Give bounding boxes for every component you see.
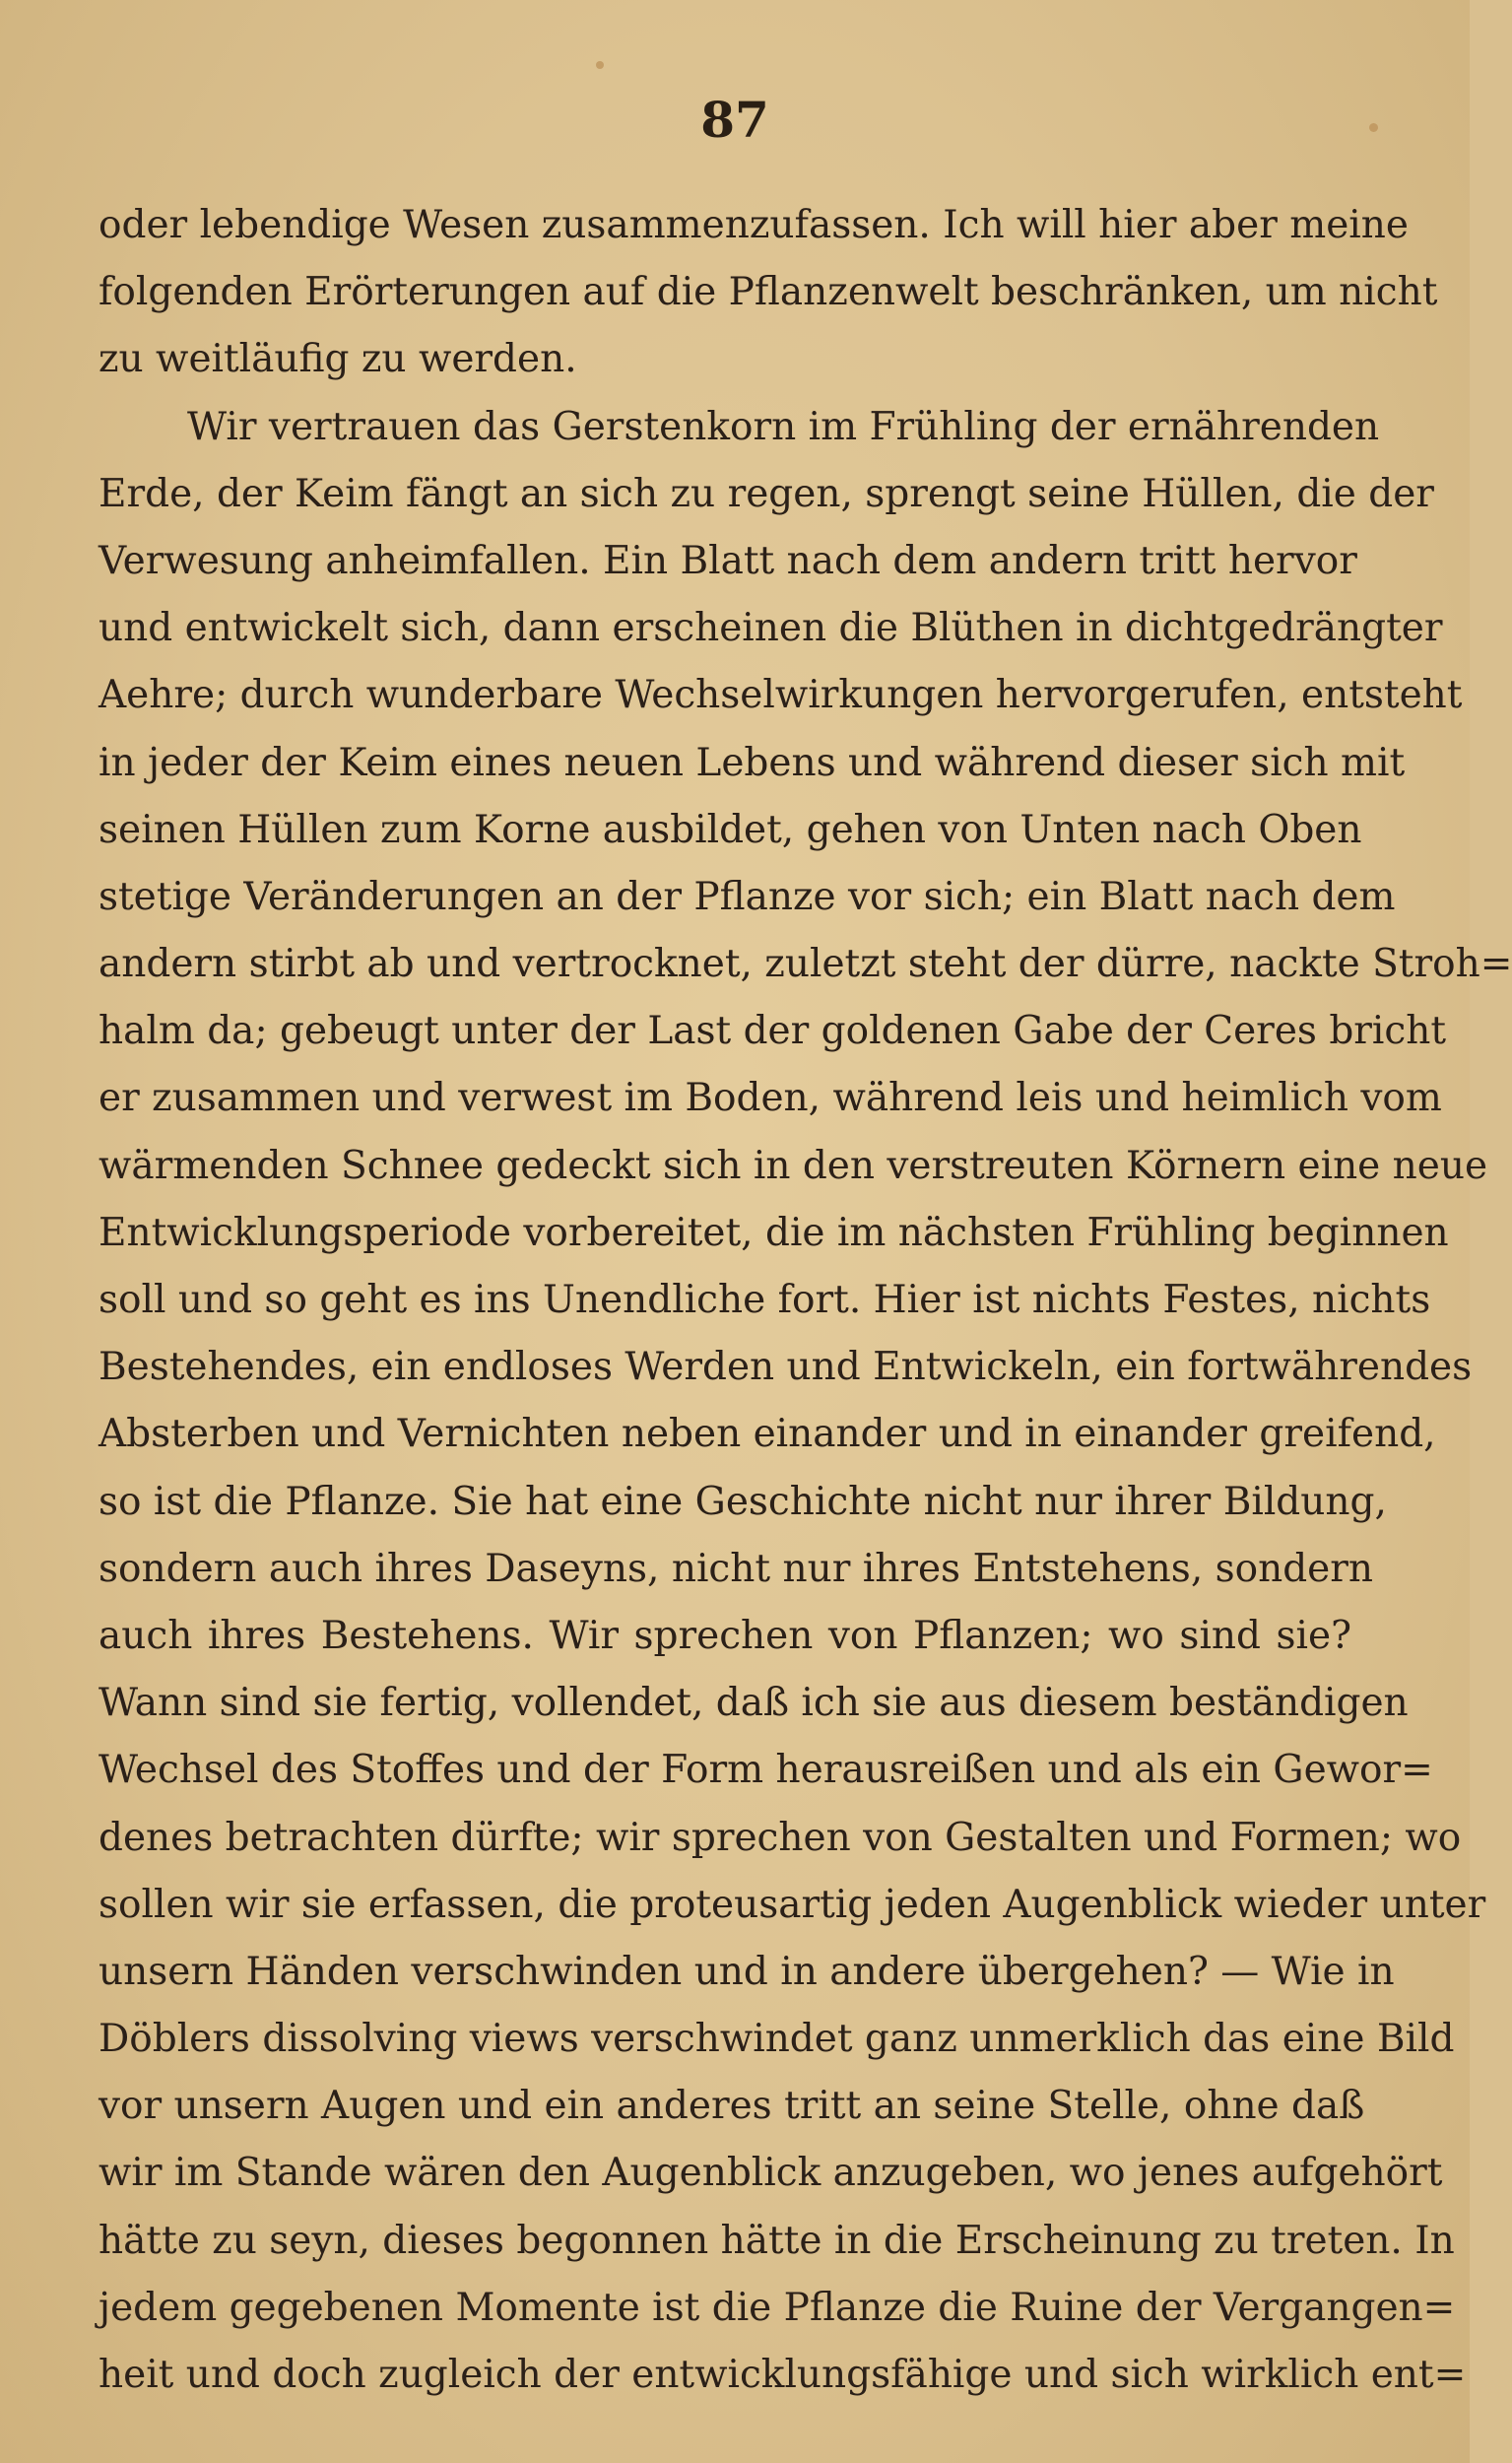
text-line: vor unsern Augen und ein anderes tritt an seine Stelle, ohne daß — [99, 2084, 1365, 2129]
text-line: Aehre; durch wunderbare Wechselwirkungen hervorgerufen, entsteht — [99, 673, 1463, 718]
text-line: zu weitläufig zu werden. — [99, 337, 577, 382]
text-line: Wann sind sie fertig, vollendet, daß ich sie aus diesem beständigen — [99, 1681, 1409, 1726]
text-line: seinen Hüllen zum Korne ausbildet, gehen von Unten nach Oben — [99, 807, 1362, 852]
text-line: denes betrachten dürfte; wir sprechen von Gestalten und Formen; wo — [99, 1815, 1462, 1860]
text-line: unsern Händen verschwinden und in andere übergehen? — Wie in — [99, 1949, 1395, 1994]
text-line: Wir vertrauen das Gerstenkorn im Frühling der ernährenden — [187, 404, 1380, 449]
paper-stain — [596, 61, 604, 69]
text-line: er zusammen und verwest im Boden, während leis und heimlich vom — [99, 1076, 1442, 1121]
text-line: wärmenden Schnee gedeckt sich in den verstreuten Körnern eine neue — [99, 1143, 1488, 1188]
text-line: Absterben und Vernichten neben einander und in einander greifend, — [99, 1412, 1436, 1457]
text-line: stetige Veränderungen an der Pflanze vor sich; ein Blatt nach dem — [99, 874, 1396, 919]
text-line: heit und doch zugleich der entwicklungsfähige und sich wirklich ent= — [99, 2353, 1467, 2397]
text-line: folgenden Erörterungen auf die Pflanzenwelt beschränken, um nicht — [99, 270, 1438, 315]
text-line: und entwickelt sich, dann erscheinen die Blüthen in dichtgedrängter — [99, 606, 1443, 651]
text-line: sondern auch ihres Daseyns, nicht nur ihres Entstehens, sondern — [99, 1546, 1374, 1591]
text-line: halm da; gebeugt unter der Last der goldenen Gabe der Ceres bricht — [99, 1009, 1447, 1054]
text-line: andern stirbt ab und vertrocknet, zuletzt steht der dürre, nackte Stroh= — [99, 942, 1512, 987]
text-line: Wechsel des Stoffes und der Form herausreißen und als ein Gewor= — [99, 1748, 1433, 1793]
text-line: so ist die Pflanze. Sie hat eine Geschichte nicht nur ihrer Bildung, — [99, 1479, 1387, 1524]
text-line: soll und so geht es ins Unendliche fort. Hier ist nichts Festes, nichts — [99, 1278, 1431, 1322]
text-line: sollen wir sie erfassen, die proteusartig jeden Augenblick wieder unter — [99, 1882, 1486, 1927]
text-line: Bestehendes, ein endloses Werden und Entwickeln, ein fortwährendes — [99, 1345, 1473, 1390]
text-line: in jeder der Keim eines neuen Lebens und während dieser sich mit — [99, 740, 1406, 785]
text-line: wir im Stande wären den Augenblick anzugeben, wo jenes aufgehört — [99, 2151, 1443, 2196]
body-text — [99, 192, 1512, 2409]
text-line: Erde, der Keim fängt an sich zu regen, sprengt seine Hüllen, die der — [99, 471, 1434, 516]
text-line: Entwicklungsperiode vorbereitet, die im nächsten Frühling beginnen — [99, 1210, 1449, 1255]
text-line: Döblers dissolving views verschwindet ganz unmerklich das eine Bild — [99, 2017, 1455, 2062]
text-line: hätte zu seyn, dieses begonnen hätte in die Erscheinung zu treten. In — [99, 2218, 1455, 2263]
page-number: 87 — [700, 91, 769, 149]
text-line: oder lebendige Wesen zusammenzufassen. Ich will hier aber meine — [99, 203, 1409, 247]
text-line: jedem gegebenen Momente ist die Pflanze die Ruine der Vergangen= — [99, 2285, 1456, 2330]
text-line: auch ihres Bestehens. Wir sprechen von Pflanzen; wo sind sie? — [99, 1613, 1351, 1658]
text-line: Verwesung anheimfallen. Ein Blatt nach dem andern tritt hervor — [99, 538, 1357, 583]
